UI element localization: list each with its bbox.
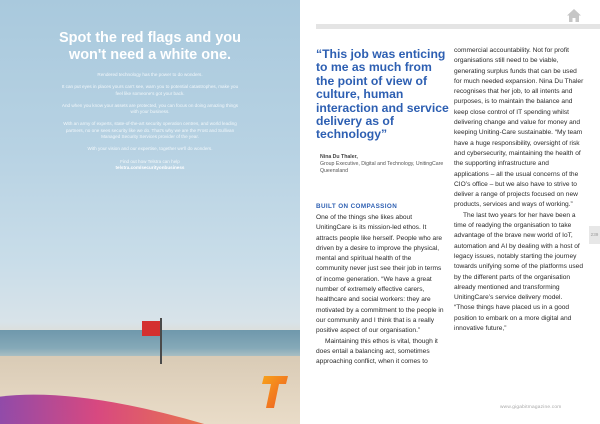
body-paragraph: commercial accountability. Not for profit organisations still need to be viable, generating surplus funds that can be used for much needed expansion. Nina Du Thaler recognises that her job, to all intents and purposes, is to maintain the balance and keep close control of IT spending whilst delivering change and value for money and keeping Uniting-Care sustainable. “My team have a huge responsibility, oversight of risk and cybersecurity, maintaining the health of the supporting infrastructure and applications – all the usual concerns of the CIO’s office – but we also have to strive to deliver a range of projects focused on new products, services and ways of working.” — [454, 47, 584, 209]
red-flag-icon — [142, 321, 160, 336]
byline — [320, 154, 448, 175]
byline-name: Nina Du Thaler, — [320, 154, 358, 160]
flag-pole — [160, 318, 162, 364]
ad-cta-link[interactable]: telstra.com/securityonbusiness — [115, 164, 185, 170]
article-column-left — [316, 213, 444, 367]
ad-paragraph: With an army of experts, state-of-the-art security operation centres, and world leading partners, no one sees security like we do. That's why we are the Frost and Sullivan Managed Security Services provider of the year. — [63, 121, 237, 140]
telstra-logo-icon — [262, 372, 290, 412]
ad-paragraph: With your vision and our expertise, together we'll do wonders. — [87, 146, 213, 152]
section-heading: BUILT ON COMPASSION — [316, 203, 398, 210]
page-number-tab: 239 — [589, 226, 600, 244]
header-rule — [316, 24, 600, 29]
body-paragraph: Maintaining this ethos is vital, though it does entail a balancing act, sometimes approaching conflict, when it comes to — [316, 337, 438, 366]
ad-paragraph: And when you know your assets are protected, you can focus on doing amazing things with your business. — [61, 102, 239, 115]
home-icon[interactable] — [566, 8, 582, 23]
pull-quote: “This job was enticing to me as much from the point of view of culture, human interaction and service delivery as of technology” — [316, 47, 449, 142]
body-paragraph: The last two years for her have been a time of readying the organisation to take advantage of the brave new world of IoT, automation and AI by dealing with a host of legacy issues, notably starting the journey towards unifying some of the platforms used by the different parts of the organisation already mentioned and transforming UnitingCare’s service delivery model. “Those things have placed us in a good position to embark on a more digital and innovative future,” — [454, 211, 584, 333]
ad-paragraph: Rendered technology has the power to do wonders. — [97, 72, 203, 77]
article-page — [300, 0, 600, 424]
byline-role: Group Executive, Digital and Technology, UnitingCare Queensland — [320, 161, 444, 174]
brand-gradient-stripe — [0, 340, 240, 424]
website-footer[interactable]: www.gigabitmagazine.com — [500, 405, 562, 410]
ad-headline: Spot the red flags and you won't need a white one. — [58, 30, 242, 63]
article-column-right — [454, 46, 584, 334]
ad-paragraph: It can put eyes in places yours can't see, warn you to potential catastrophes, make you feel like someone's got your back. — [61, 84, 239, 96]
ad-cta-text: Find out how Telstra can help — [120, 158, 180, 164]
ad-body-copy — [60, 72, 240, 171]
body-paragraph: One of the things she likes about UnitingCare is its mission-led ethos. It attracts people like herself. People who are driven by a desire to improve the physical, mental and spiritual health of the community never just see their job in terms of income generation. “We have a great number of extremely effective carers, healthcare and social workers: they are motivated by a commitment to the people in our community and I think that is a really positive aspect of our organisation.” — [316, 214, 444, 335]
